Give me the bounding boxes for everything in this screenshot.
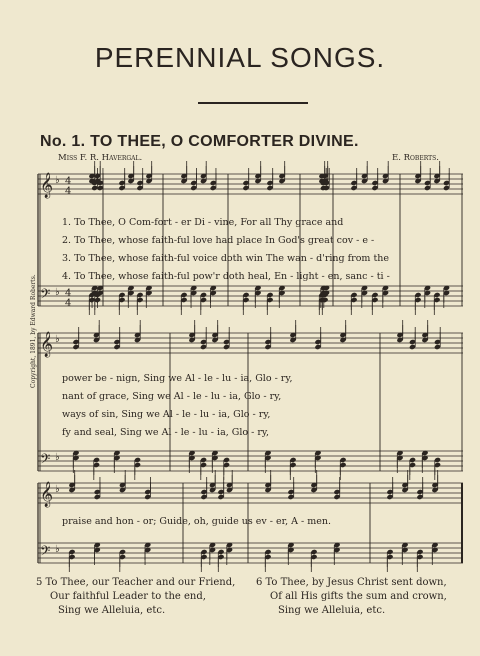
hymn-number: No. 1. — [40, 133, 86, 150]
time-signature: 4 — [65, 186, 72, 197]
lyricist-credit: Miss F. R. Havergal. — [58, 153, 143, 163]
verse-line: 2. To Thee, whose faith-ful love had place In God's great cov - e - — [62, 235, 375, 246]
treble-clef: 𝄞 — [40, 173, 54, 198]
flat-sign: ♭ — [55, 287, 60, 298]
treble-clef: 𝄞 — [40, 482, 54, 507]
flat-sign: ♭ — [55, 175, 60, 186]
flat-sign: ♭ — [55, 484, 60, 495]
verse-line: nant of grace, Sing we Al - le - lu - ia, Glo - ry, — [62, 391, 282, 402]
verse-line: fy and seal, Sing we Al - le - lu - ia, Glo - ry, — [62, 427, 270, 438]
bass-clef: 𝄢 — [40, 286, 51, 305]
verse-line: praise and hon - or; Guide, oh, guide us ev - er, A - men. — [62, 516, 332, 527]
time-signature: 4 — [65, 176, 72, 187]
verse-line: 3. To Thee, whose faith-ful voice doth win The wan - d'ring from the — [62, 253, 389, 264]
bass-clef: 𝄢 — [40, 451, 51, 470]
flat-sign: ♭ — [55, 452, 60, 463]
hymn-title: TO THEE, O COMFORTER DIVINE. — [90, 133, 359, 150]
flat-sign: ♭ — [55, 544, 60, 555]
bass-clef: 𝄢 — [40, 543, 51, 562]
time-signature: 4 — [65, 288, 72, 299]
verse-line: power be - nign, Sing we Al - le - lu - ia, Glo - ry, — [62, 373, 293, 384]
verse-6: 6 To Thee, by Jesus Christ sent down, Of all His gifts the sum and crown, Sing we Alleluia, etc. — [256, 577, 447, 616]
time-signature: 4 — [65, 298, 72, 309]
verse-5: 5 To Thee, our Teacher and our Friend, Our faithful Leader to the end, Sing we Alleluia, etc. — [36, 577, 236, 616]
composer-credit: E. Roberts. — [392, 153, 439, 163]
verse-line: ways of sin, Sing we Al - le - lu - ia, Glo - ry, — [62, 409, 271, 420]
copyright-notice: Copyright, 1891, by Edward Roberts. — [30, 274, 37, 388]
verse-line: 1. To Thee, O Com-fort - er Di - vine, For all Thy grace and — [62, 217, 344, 228]
treble-clef: 𝄞 — [40, 332, 54, 357]
book-title: PERENNIAL SONGS. — [94, 42, 386, 73]
flat-sign: ♭ — [55, 334, 60, 345]
verse-line: 4. To Thee, whose faith-ful pow'r doth heal, En - light - en, sanc - ti - — [62, 271, 390, 282]
